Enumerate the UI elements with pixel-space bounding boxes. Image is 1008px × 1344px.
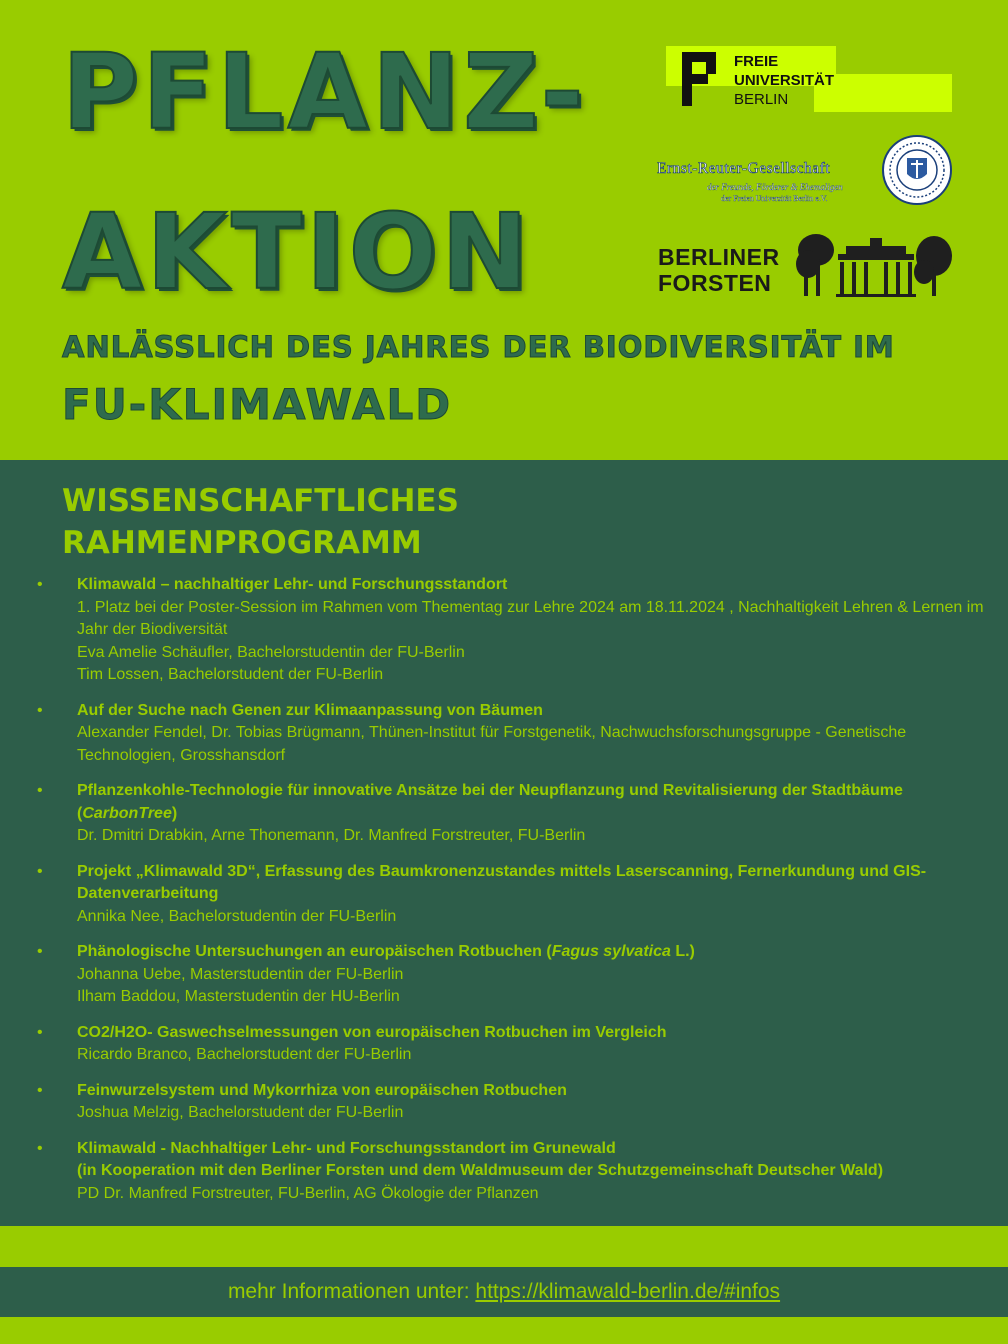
program-item	[0, 574, 1008, 687]
erg-logo-subline-2: der Freien Universität Berlin e.V.	[721, 194, 828, 203]
program-item-title: Klimawald - Nachhaltiger Lehr- und Forschungsstandort im Grunewald	[77, 1139, 616, 1157]
program-list	[0, 574, 1008, 1218]
program-item-title-end: L.)	[670, 943, 695, 960]
program-item-author: Ilham Baddou, Masterstudentin der HU-Berlin	[77, 988, 400, 1005]
program-item-title-cooperation: (in Kooperation mit den Berliner Forsten und dem Waldmuseum der Schutzgemeinschaft Deutscher Wald)	[77, 1162, 884, 1179]
berliner-forsten-line-1: BERLINER	[658, 244, 780, 270]
program-item-title: Klimawald – nachhaltiger Lehr- und Forschungsstandort	[77, 576, 508, 593]
program-item-author: Dr. Dmitri Drabkin, Arne Thonemann, Dr. Manfred Forstreuter, FU-Berlin	[77, 827, 586, 844]
program-item-title: Auf der Suche nach Genen zur Klimaanpassung von Bäumen	[77, 701, 543, 719]
program-item	[0, 780, 1008, 848]
title-line-1: PFLANZ-	[62, 31, 588, 153]
program-item-author: Joshua Melzig, Bachelorstudent der FU-Berlin	[77, 1104, 404, 1121]
bullet-icon: •	[37, 862, 43, 880]
program-item-title-italic: CarbonTree	[82, 804, 172, 822]
bullet-icon: •	[37, 1139, 43, 1157]
fu-logo-mark-icon	[682, 52, 722, 106]
berliner-forsten-line-2: FORSTEN	[658, 270, 772, 296]
ernst-reuter-gesellschaft-logo	[655, 134, 955, 208]
program-item-title: Projekt „Klimawald 3D“, Erfassung des Baumkronenzustandes mittels Laserscanning, Fernerkundung und GIS-Datenverarbeitung	[77, 862, 927, 902]
erg-seal-icon	[881, 134, 953, 206]
bullet-icon: •	[37, 701, 43, 719]
program-item-title-italic: Fagus sylvatica	[551, 943, 671, 960]
program-item-author: Tim Lossen, Bachelorstudent der FU-Berlin	[77, 666, 384, 683]
footer-text	[228, 1280, 780, 1303]
fu-logo-line-3: BERLIN	[734, 91, 789, 108]
program-title-line-1: WISSENSCHAFTLICHES	[62, 483, 459, 519]
program-item-title: Feinwurzelsystem und Mykorrhiza von europäischen Rotbuchen	[77, 1081, 567, 1099]
program-item-title-text: Pflanzenkohle-Technologie für innovative Ansätze bei der Neupflanzung und Revitalisierung der Stadtbäume (	[77, 782, 903, 822]
program-item-title-end: )	[171, 804, 178, 822]
program-panel	[0, 460, 1008, 1226]
fu-logo-text	[734, 52, 834, 109]
program-item	[0, 1022, 1008, 1067]
subtitle-line-1: ANLÄSSLICH DES JAHRES DER BIODIVERSITÄT IM	[62, 330, 895, 364]
program-item-author: PD Dr. Manfred Forstreuter, FU-Berlin, AG Ökologie der Pflanzen	[77, 1184, 539, 1202]
erg-logo-subline-1: der Freunde, Förderer & Ehemaligen	[707, 182, 843, 192]
title-line-2: AKTION	[62, 191, 533, 313]
bullet-icon: •	[37, 1023, 43, 1041]
program-item	[0, 1080, 1008, 1125]
program-item-title: CO2/H2O- Gaswechselmessungen von europäischen Rotbuchen im Vergleich	[77, 1023, 667, 1041]
bullet-icon: •	[37, 943, 43, 960]
footer-prefix: mehr Informationen unter:	[227, 1280, 476, 1303]
berliner-forsten-text	[658, 244, 780, 296]
program-item-author: Johanna Uebe, Masterstudentin der FU-Berlin	[77, 965, 404, 983]
bullet-icon: •	[37, 576, 43, 593]
footer-bar	[0, 1267, 1008, 1317]
program-item-title	[77, 780, 990, 825]
program-item	[0, 1138, 1008, 1206]
program-title-line-2: RAHMENPROGRAMM	[62, 525, 422, 561]
erg-logo-name: Ernst-Reuter-Gesellschaft	[657, 160, 831, 177]
fu-logo-accent-bar	[814, 74, 952, 112]
trees-and-gate-icon	[794, 232, 954, 298]
bullet-icon: •	[37, 1081, 43, 1099]
info-link[interactable]: https://klimawald-berlin.de/#infos	[475, 1280, 781, 1303]
program-item	[0, 861, 1008, 929]
program-item-author: Alexander Fendel, Dr. Tobias Brügmann, Thünen-Institut für Forstgenetik, Nachwuchsforschungsgruppe - Genetische Technologien, Grosshansdorf	[77, 724, 907, 764]
fu-logo-line-2: UNIVERSITÄT	[734, 72, 835, 89]
bullet-icon: •	[37, 782, 43, 799]
berliner-forsten-logo	[658, 230, 954, 300]
program-item-title-text: Phänologische Untersuchungen an europäischen Rotbuchen (	[77, 943, 552, 960]
program-title	[62, 480, 459, 564]
fu-berlin-logo	[664, 44, 954, 116]
fu-logo-line-1: FREIE	[734, 53, 779, 70]
program-item-detail: 1. Platz bei der Poster-Session im Rahmen vom Thementag zur Lehre 2024 am 18.11.2024 , Nachhaltigkeit Lehren & Lernen im Jahr der Biodiversität	[77, 598, 984, 638]
program-item	[0, 941, 1008, 1009]
subtitle-line-2: FU-KLIMAWALD	[62, 380, 453, 429]
program-item-author: Ricardo Branco, Bachelorstudent der FU-Berlin	[77, 1046, 412, 1063]
program-item	[0, 700, 1008, 768]
program-item-title	[77, 941, 990, 964]
program-item-author: Annika Nee, Bachelorstudentin der FU-Berlin	[77, 907, 397, 925]
program-item-author: Eva Amelie Schäufler, Bachelorstudentin der FU-Berlin	[77, 643, 465, 661]
